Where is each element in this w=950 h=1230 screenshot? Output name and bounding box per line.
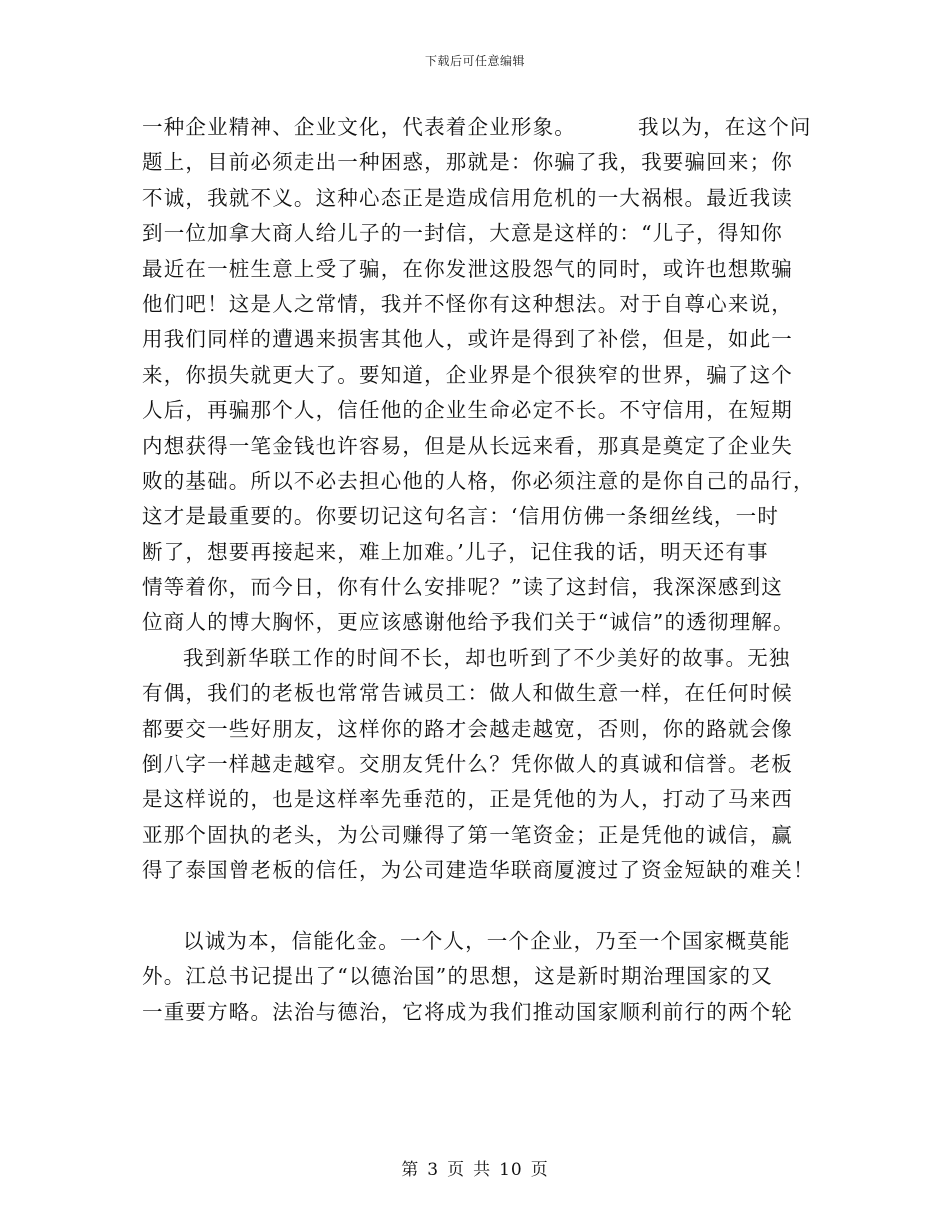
text-line: 来，你损失就更大了。要知道，企业界是个很狭窄的世界，骗了这个 xyxy=(142,362,793,387)
text-line: 亚那个固执的老头，为公司赚得了第一笔资金；正是凭他的诚信，赢 xyxy=(142,822,793,847)
footer-total-label: 共 xyxy=(473,1160,492,1180)
current-page-number: 3 xyxy=(427,1160,440,1180)
document-body xyxy=(142,110,815,1030)
paragraph-1-line-1 xyxy=(142,110,812,145)
text-line: 这才是最重要的。你要切记这句名言：‘信用仿佛一条细丝线，一时 xyxy=(142,504,780,529)
text-line: 位商人的博大胸怀，更应该感谢他给予我们关于“诚信”的透彻理解。 xyxy=(142,610,795,635)
text-line: 败的基础。所以不必去担心他的人格，你必须注意的是你自己的品行， xyxy=(142,468,815,493)
total-page-count: 10 xyxy=(499,1160,523,1180)
text-line: 断了，想要再接起来，难上加难。’儿子，记住我的话，明天还有事 xyxy=(142,539,769,564)
text-line: 得了泰国曾老板的信任，为公司建造华联商厦渡过了资金短缺的难关！ xyxy=(142,858,815,883)
paragraph-spacer xyxy=(142,889,812,924)
text-line: 倒八字一样越走越窄。交朋友凭什么？凭你做人的真诚和信誉。老板 xyxy=(142,752,793,777)
footer-page-label: 第 xyxy=(401,1160,420,1180)
text-line: 题上，目前必须走出一种困惑，那就是：你骗了我，我要骗回来；你 xyxy=(142,150,793,175)
text-line: 一重要方略。法治与德治，它将成为我们推动国家顺利前行的两个轮 xyxy=(142,999,793,1024)
text-line: 不诚，我就不义。这种心态正是造成信用危机的一大祸根。最近我读 xyxy=(142,185,793,210)
page-footer xyxy=(0,1155,950,1180)
text-line: 他们吧！这是人之常情，我并不怪你有这种想法。对于自尊心来说， xyxy=(142,291,793,316)
text-line: 外。江总书记提出了“以德治国”的思想，这是新时期治理国家的又 xyxy=(142,964,773,989)
page-header: 下载后可任意编辑 xyxy=(424,54,525,68)
text-line: 都要交一些好朋友，这样你的路才会越走越宽，否则，你的路就会像 xyxy=(142,716,793,741)
text-line: 以诚为本，信能化金。一个人，一个企业，乃至一个国家概莫能 xyxy=(183,928,791,953)
paragraph-1-first-part: 一种企业精神、企业文化，代表着企业形象。 xyxy=(142,115,576,139)
text-line: 内想获得一笔金钱也许容易，但是从长远来看，那真是奠定了企业失 xyxy=(142,433,793,458)
footer-total-unit: 页 xyxy=(530,1160,549,1180)
text-line: 我到新华联工作的时间不长，却也听到了不少美好的故事。无独 xyxy=(183,645,791,670)
text-line: 人后，再骗那个人，信任他的企业生命必定不长。不守信用，在短期 xyxy=(142,398,793,423)
text-line: 有偶，我们的老板也常常告诫员工：做人和做生意一样，在任何时候 xyxy=(142,681,793,706)
text-line: 最近在一桩生意上受了骗，在你发泄这股怨气的同时，或许也想欺骗 xyxy=(142,256,793,281)
text-line: 用我们同样的遭遇来损害其他人，或许是得到了补偿，但是，如此一 xyxy=(142,327,793,352)
footer-page-unit: 页 xyxy=(447,1160,466,1180)
paragraph-1-first-rest: 我以为，在这个问 xyxy=(638,115,812,139)
text-line: 是这样说的，也是这样率先垂范的，正是凭他的为人，打动了马来西 xyxy=(142,787,793,812)
text-line: 到一位加拿大商人给儿子的一封信，大意是这样的：“儿子，得知你 xyxy=(142,221,783,246)
text-line: 情等着你，而今日，你有什么安排呢？”读了这封信，我深深感到这 xyxy=(142,575,783,600)
